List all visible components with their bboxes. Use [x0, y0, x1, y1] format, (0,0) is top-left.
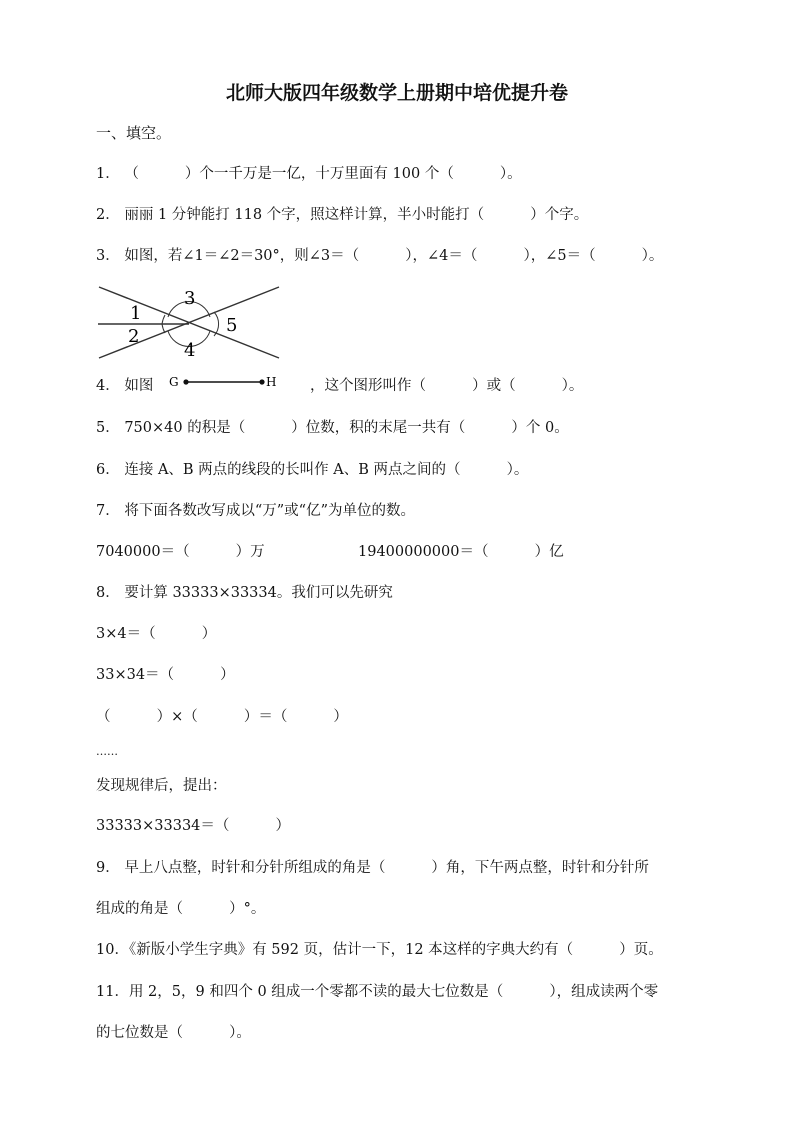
question-1: 1． （ ）个一千万是一亿，十万里面有 100 个（ ）。: [96, 166, 522, 182]
question-8: 8． 要计算 33333×33334。我们可以先研究: [96, 585, 393, 601]
question-11-line-1: 11．用 2，5，9 和四个 0 组成一个零都不读的最大七位数是（ ），组成读两个零: [96, 984, 659, 1000]
segment-gh-figure: [168, 372, 280, 396]
question-4-lead: 4． 如图: [96, 378, 154, 394]
point-g-label: G: [169, 375, 179, 389]
question-8-ellipsis: ……: [96, 745, 118, 758]
point-h-label: H: [266, 375, 277, 389]
angle-figure: [96, 282, 286, 362]
question-11-line-2: 的七位数是（ ）。: [96, 1025, 251, 1041]
question-8-line-3: （ ）×（ ）＝（ ）: [96, 709, 348, 725]
label-4: 4: [184, 340, 196, 361]
point-g: [183, 379, 188, 384]
question-7-b: 19400000000＝（ ）亿: [358, 544, 564, 560]
question-7-a: 7040000＝（ ）万: [96, 544, 265, 560]
question-10: 10．《新版小学生字典》有 592 页，估计一下，12 本这样的字典大约有（ ）页。: [96, 942, 663, 958]
label-2: 2: [128, 326, 140, 347]
question-9-line-1: 9． 早上八点整，时针和分针所组成的角是（ ）角，下午两点整，时针和分针所: [96, 860, 649, 876]
label-1: 1: [130, 303, 142, 324]
question-3: 3． 如图，若∠1＝∠2＝30°，则∠3＝（ ），∠4＝（ ），∠5＝（ ）。: [96, 248, 664, 264]
question-4-rest: ，这个图形叫作（ ）或（ ）。: [310, 378, 584, 394]
question-7: 7． 将下面各数改写成以“万”或“亿”为单位的数。: [96, 503, 415, 519]
label-3: 3: [184, 288, 196, 309]
question-6: 6． 连接 A、B 两点的线段的长叫作 A、B 两点之间的（ ）。: [96, 462, 529, 478]
page-title: 北师大版四年级数学上册期中培优提升卷: [225, 82, 568, 104]
arc-2: [162, 324, 165, 333]
question-8-line-6: 33333×33334＝（ ）: [96, 818, 290, 834]
arc-1: [162, 315, 165, 324]
question-8-line-2: 33×34＝（ ）: [96, 667, 235, 683]
question-8-line-1: 3×4＝（ ）: [96, 626, 217, 642]
section-heading: 一、填空。: [96, 124, 172, 142]
question-2: 2． 丽丽 1 分钟能打 118 个字，照这样计算，半小时能打（ ）个字。: [96, 207, 589, 223]
question-9-line-2: 组成的角是（ ）°。: [96, 901, 266, 917]
point-h: [259, 379, 264, 384]
question-5: 5． 750×40 的积是（ ）位数，积的末尾一共有（ ）个 0。: [96, 420, 569, 436]
question-8-line-5: 发现规律后，提出：: [96, 778, 227, 794]
label-5: 5: [226, 315, 238, 336]
